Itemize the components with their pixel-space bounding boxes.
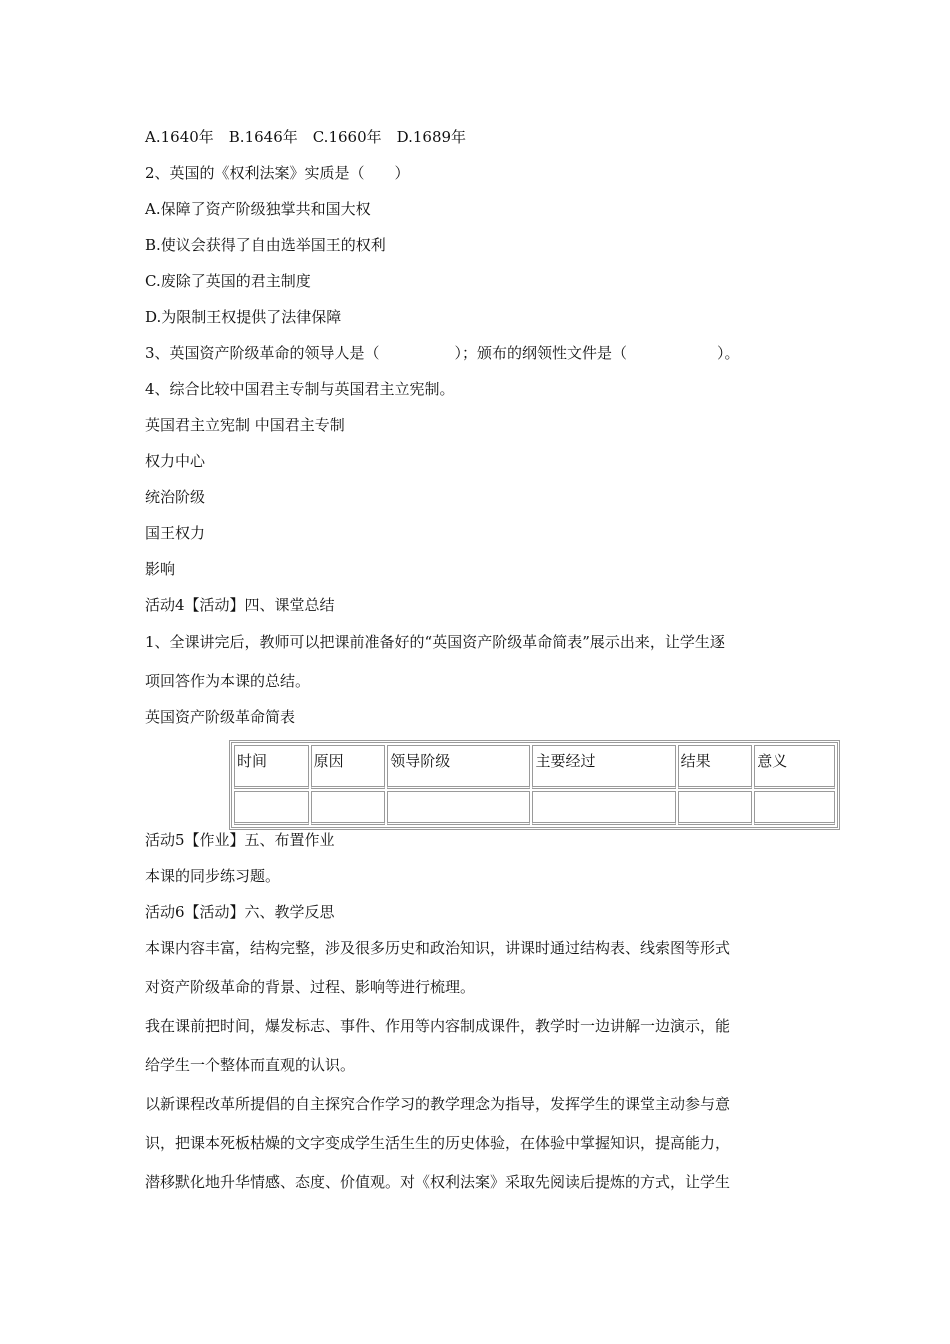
activity-6-heading: 活动6【活动】六、教学反思 [145,903,335,921]
homework-text: 本课的同步练习题。 [145,867,281,885]
summary-paragraph-line2: 项回答作为本课的总结。 [145,672,311,690]
table-header-row [234,745,835,789]
activity-4-heading: 活动4【活动】四、课堂总结 [145,596,335,614]
compare-row-king-power: 国王权力 [145,524,206,542]
compare-row-power-center: 权力中心 [145,452,206,470]
compare-header: 英国君主立宪制 中国君主专制 [145,416,345,434]
table-cell [678,791,753,825]
reflection-paragraph2-line1: 我在课前把时间，爆发标志、事件、作用等内容制成课件，教学时一边讲解一边演示，能 [145,1017,731,1035]
reflection-paragraph3-line1: 以新课程改革所提倡的自主探究合作学习的教学理念为指导，发挥学生的课堂主动参与意 [145,1095,731,1113]
compare-row-influence: 影响 [145,560,176,578]
line-q2-b: B.使议会获得了自由选举国王的权利 [145,236,386,254]
reflection-paragraph2-line2: 给学生一个整体而直观的认识。 [145,1056,356,1074]
line-q4: 4、综合比较中国君主专制与英国君主立宪制。 [145,380,455,398]
line-q3: 3、英国资产阶级革命的领导人是（ ）；颁布的纲领性文件是（ ）。 [145,344,740,362]
line-q2: 2、英国的《权利法案》实质是（ ） [145,164,410,182]
line-q2-a: A.保障了资产阶级独掌共和国大权 [145,200,371,218]
reflection-paragraph3-line3: 潜移默化地升华情感、态度、价值观。对《权利法案》采取先阅读后提炼的方式，让学生 [145,1173,731,1191]
table-cell [754,791,835,825]
summary-paragraph-line1: 1、全课讲完后，教师可以把课前准备好的“英国资产阶级革命简表”展示出来，让学生逐 [145,633,725,651]
reflection-paragraph1-line1: 本课内容丰富，结构完整，涉及很多历史和政治知识，讲课时通过结构表、线索图等形式 [145,939,731,957]
table-header-cell: 时间 [234,745,309,789]
activity-5-heading: 活动5【作业】五、布置作业 [145,831,335,849]
table-row [234,791,835,825]
revolution-summary-table [229,740,840,830]
table-header-cell: 主要经过 [532,745,675,789]
line-q2-c: C.废除了英国的君主制度 [145,272,311,290]
compare-row-ruling-class: 统治阶级 [145,488,206,506]
table-header-cell: 意义 [754,745,835,789]
table-cell [234,791,309,825]
line-q2-d: D.为限制王权提供了法律保障 [145,308,342,326]
reflection-paragraph3-line2: 识，把课本死板枯燥的文字变成学生活生生的历史体验，在体验中掌握知识，提高能力， [145,1134,731,1152]
table-title: 英国资产阶级革命简表 [145,708,296,726]
table-header-cell: 原因 [311,745,386,789]
table-header-cell: 结果 [678,745,753,789]
reflection-paragraph1-line2: 对资产阶级革命的背景、过程、影响等进行梳理。 [145,978,476,996]
line-q1-options: A.1640年 B.1646年 C.1660年 D.1689年 [145,128,467,146]
table-cell [311,791,386,825]
table-cell [532,791,675,825]
table-cell [387,791,530,825]
table-header-cell: 领导阶级 [387,745,530,789]
